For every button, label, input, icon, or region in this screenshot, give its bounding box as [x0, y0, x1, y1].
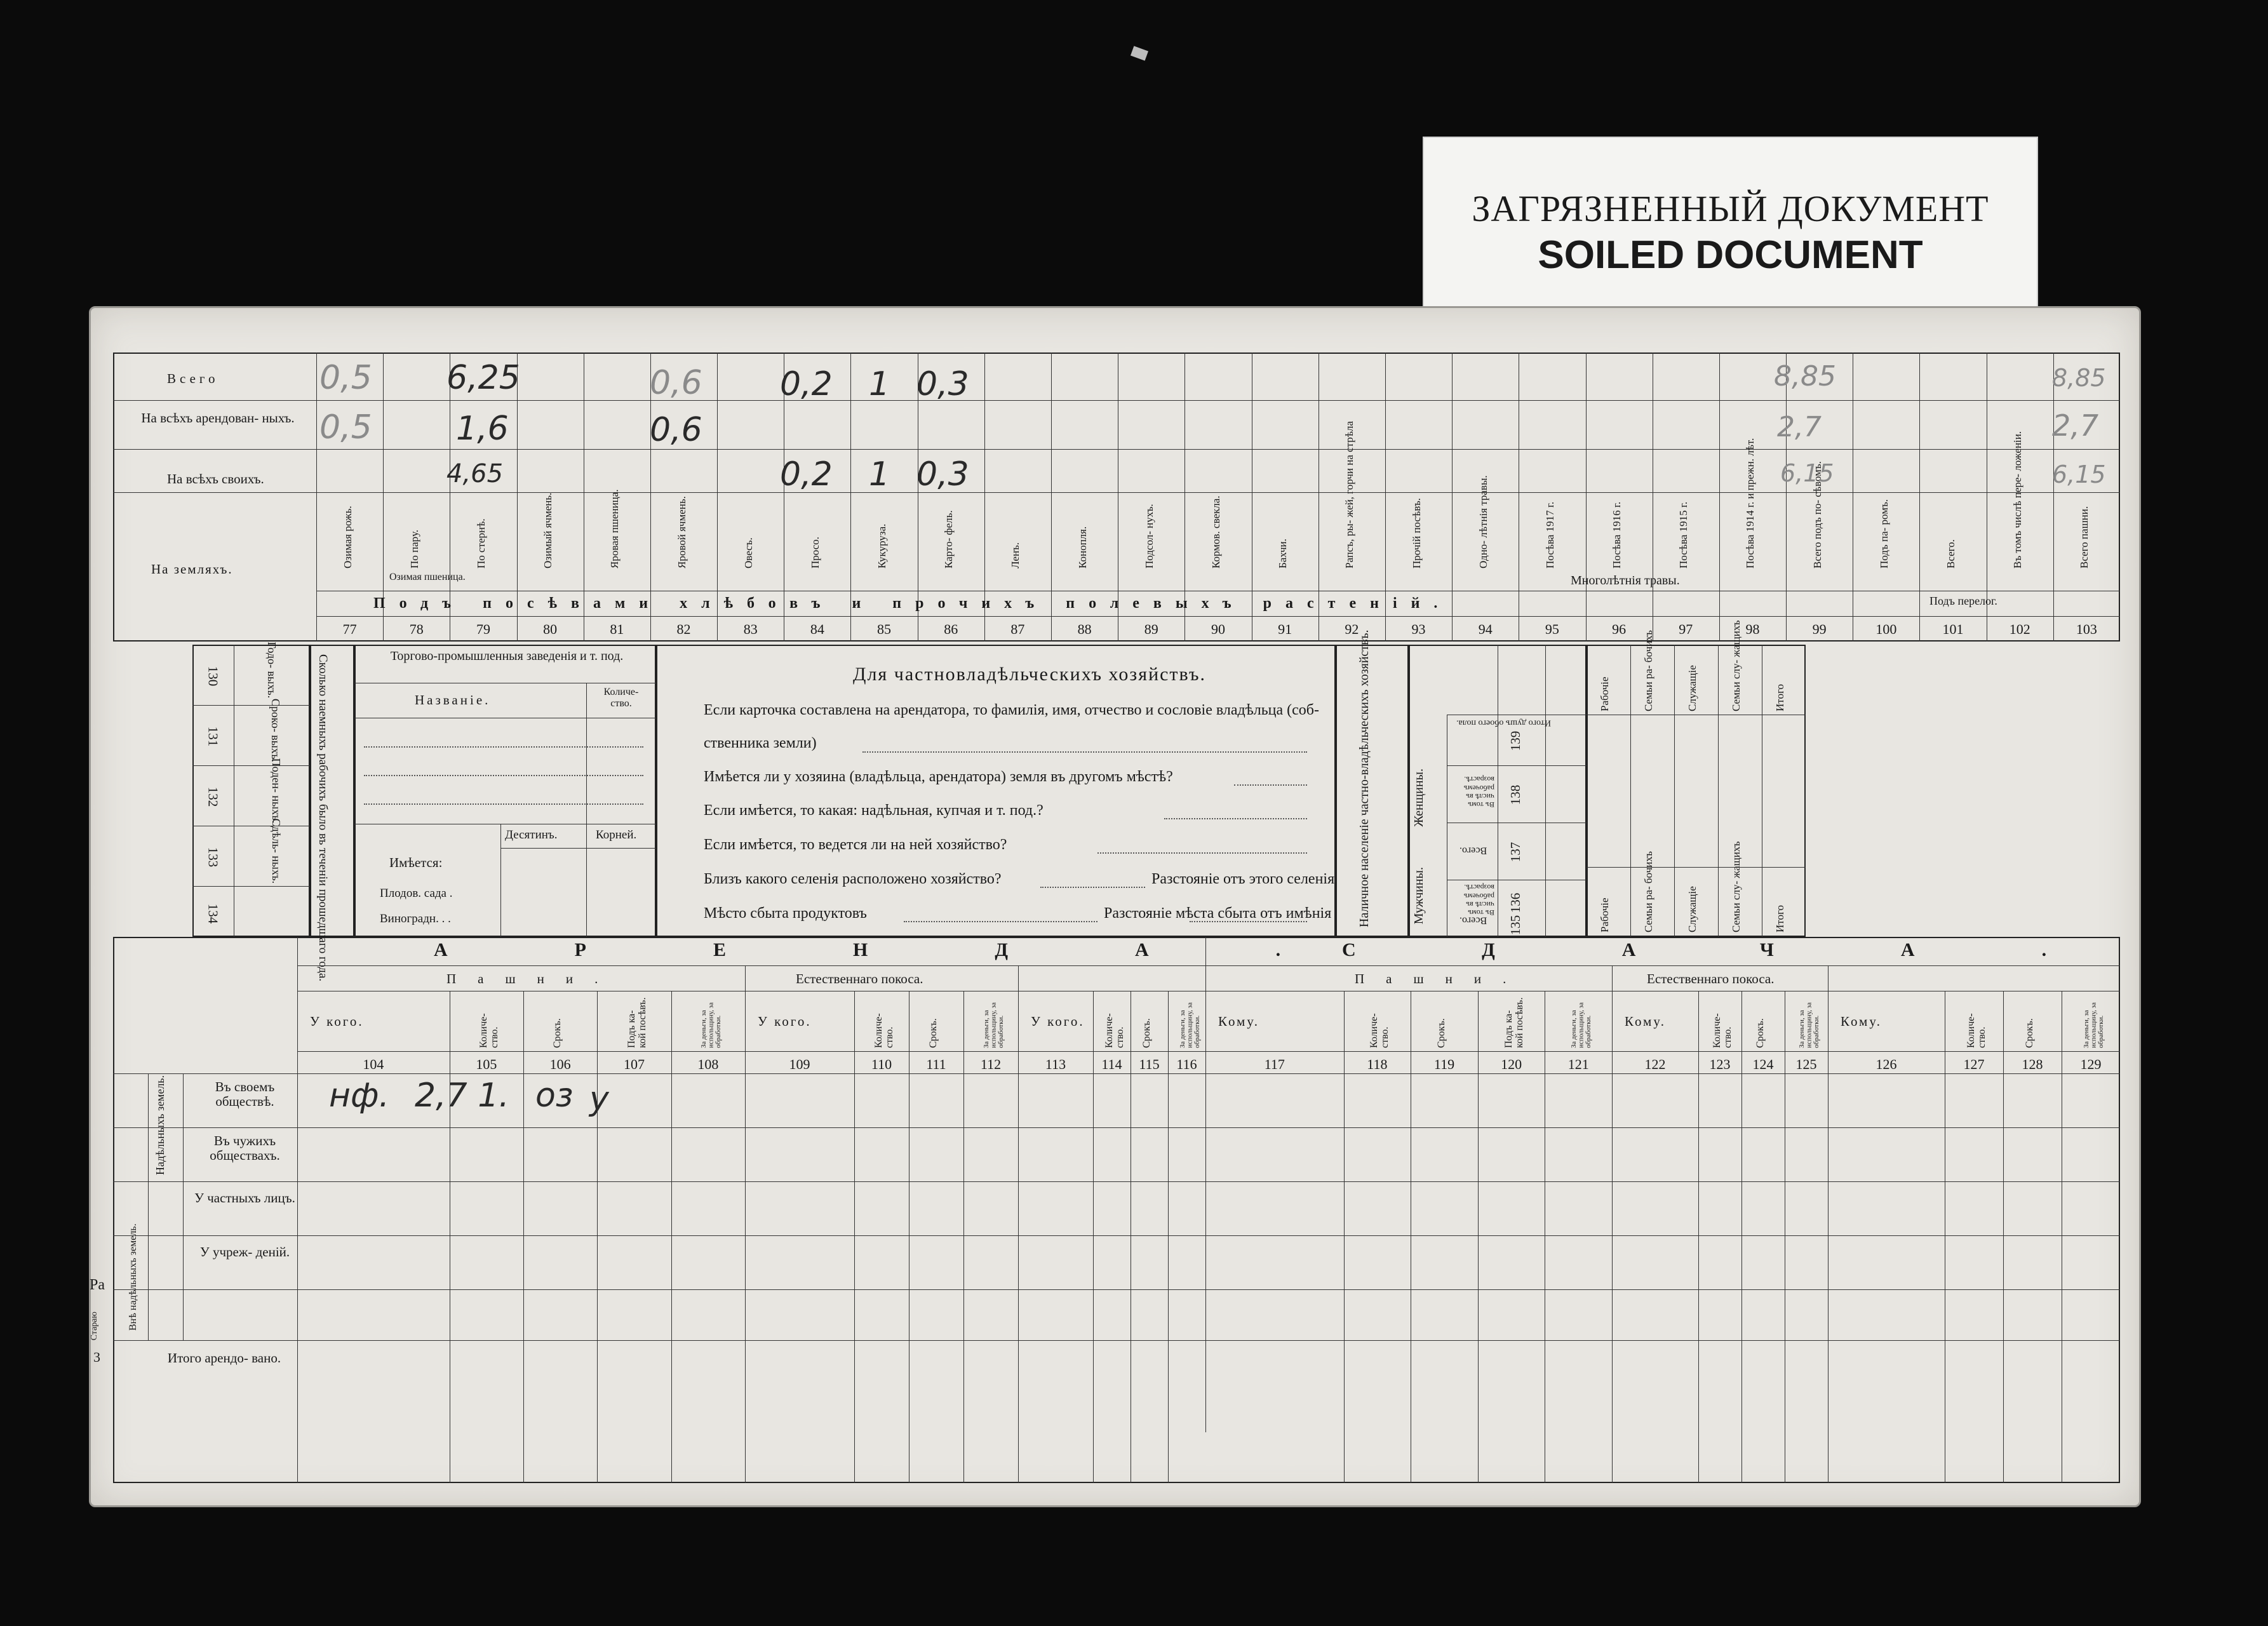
- num-130: 130: [205, 666, 221, 687]
- lease-col-number: 108: [697, 1056, 719, 1072]
- lease-col-number: 114: [1101, 1056, 1122, 1072]
- hired-question: Сколько наемныхъ рабочихъ было въ теченiи прошедшаго года.: [316, 654, 330, 982]
- staff-col-top: Служащiе: [1686, 665, 1698, 711]
- crop-col-label: Просо.: [809, 537, 821, 568]
- staff-col-top: Семьи слу- жащихъ: [1730, 620, 1742, 711]
- lease-col-label: У кого.: [758, 1014, 812, 1029]
- q1b: ственника земли): [704, 735, 817, 751]
- women-label: Женщины.: [1412, 769, 1426, 827]
- hand-vsego-99: 8,85: [1774, 360, 1836, 393]
- crop-col-number: 86: [944, 621, 958, 637]
- crop-col-label: Въ томъ числѣ пере- ложенiи.: [2011, 431, 2024, 568]
- crop-col-label: Рапсъ, ры- жей, горчи на стрѣла: [1343, 420, 1356, 568]
- lease-col-number: 129: [2080, 1056, 2102, 1072]
- q2: Имѣется ли у хозяина (владѣльца, арендатора) земля въ другомъ мѣстѣ?: [704, 769, 1173, 785]
- lease-subgroup-label: Пашни.: [1355, 971, 1528, 986]
- crop-col-label: Кукуруза.: [876, 523, 889, 568]
- crop-col-number: 91: [1278, 621, 1292, 637]
- crop-col-number: 89: [1144, 621, 1158, 637]
- staff-col-bottom: Итого: [1774, 904, 1786, 932]
- crop-col-number: 85: [877, 621, 892, 637]
- lease-col-label: Количе- ство.: [1103, 1013, 1125, 1048]
- margin-stareyu: Стараю: [90, 1312, 99, 1341]
- hand-arend-77: 0,5: [319, 408, 372, 447]
- lease-col-number: 127: [1963, 1056, 1985, 1072]
- lease-subgroup-label: Естественнаго покоса.: [1647, 971, 1775, 986]
- vinograd-label: Виноградн. . .: [380, 912, 451, 925]
- lease-subgroup-label: Естественнаго покоса.: [796, 971, 923, 986]
- crop-col-number: 79: [476, 621, 490, 637]
- lease-col-label: Кому.: [1218, 1014, 1259, 1029]
- num-134: 134: [205, 903, 221, 924]
- crop-col-label: По пару.: [408, 530, 420, 568]
- lease-col-number: 110: [871, 1056, 892, 1072]
- lease-col-label: У кого.: [1031, 1014, 1085, 1029]
- num-137: 137: [1508, 842, 1524, 863]
- crop-col-number: 77: [342, 621, 357, 637]
- crop-col-label: Всего.: [1945, 539, 1957, 568]
- hand-arend-79: 1,6: [456, 410, 509, 448]
- crop-col-number: 101: [1942, 621, 1964, 637]
- lease-col-number: 104: [363, 1056, 384, 1072]
- row-label-svoih: На всѣхъ своихъ.: [167, 471, 264, 487]
- row-uchrezhd: У учреж- денiй.: [199, 1244, 290, 1260]
- crop-col-label: Конопля.: [1076, 526, 1089, 568]
- hand-vsego-82: 0,6: [650, 364, 702, 402]
- row-itogo: Итого арендо- вано.: [167, 1350, 281, 1366]
- crop-col-label: Озимый ячмень.: [542, 492, 554, 568]
- staff-col-top: Итого: [1774, 683, 1786, 711]
- crop-col-label: Всего пашни.: [2078, 506, 2091, 568]
- lease-col-number: 115: [1139, 1056, 1160, 1072]
- lease-col-label: Количе- ство.: [1712, 1013, 1733, 1048]
- lease-col-number: 105: [476, 1056, 497, 1072]
- census-card: [89, 306, 2174, 1507]
- label-podennyh: Поден- ныхъ.: [270, 758, 283, 824]
- lease-subgroup-label: Пашни.: [446, 971, 620, 986]
- lease-col-label: Количе- ство.: [1966, 1013, 1987, 1048]
- crop-col-label: Посѣва 1915 г.: [1677, 501, 1690, 568]
- crop-col-label: Посѣва 1917 г.: [1543, 501, 1556, 568]
- lease-col-number: 128: [2022, 1056, 2043, 1072]
- staff-col-bottom: Семьи ра- бочихъ: [1642, 851, 1654, 932]
- crop-col-number: 82: [676, 621, 691, 637]
- men-vsego: Всего.: [1459, 915, 1487, 926]
- hand-vsego-86: 0,3: [916, 365, 969, 403]
- crop-col-number: 92: [1345, 621, 1359, 637]
- crop-col-number: 88: [1077, 621, 1092, 637]
- hand-arend-82: 0,6: [650, 411, 702, 449]
- row-chuzhih: Въ чужихъ обществахъ.: [210, 1133, 280, 1164]
- has-label: Имѣется:: [389, 855, 443, 870]
- crop-col-number: 100: [1875, 621, 1897, 637]
- num-135: 135: [1508, 915, 1524, 936]
- row-label-arend: На всѣхъ арендован- ныхъ.: [141, 410, 295, 426]
- men-label: Мужчины.: [1412, 867, 1426, 925]
- perelog-label: Подъ перелог.: [1929, 595, 1997, 607]
- crop-col-label: Яровая пшеница.: [608, 489, 621, 568]
- arenda-label: АРЕНДА.: [434, 939, 1408, 960]
- lease-col-label: Срокъ.: [1755, 1018, 1766, 1048]
- lease-col-number: 124: [1752, 1056, 1774, 1072]
- lease-col-label: Подъ ка- кой посѣвъ.: [1503, 997, 1525, 1048]
- row-chastnyh: У частныхъ лицъ.: [194, 1190, 295, 1206]
- lease-col-number: 122: [1644, 1056, 1666, 1072]
- staff-col-top: Рабочiе: [1599, 676, 1611, 711]
- crop-col-number: 98: [1745, 621, 1760, 637]
- lease-col-number: 123: [1709, 1056, 1731, 1072]
- sdacha-label: СДАЧА.: [1342, 939, 2174, 960]
- q1a: Если карточка составлена на арендатора, то фамилiя, имя, отчество и сословiе владѣльца (соб-: [704, 702, 1320, 718]
- lease-col-label: Кому.: [1625, 1014, 1666, 1029]
- hand-svoih-85: 1: [869, 455, 890, 494]
- lease-col-label: За деньги, за испольщину, за обработки.: [1798, 1002, 1821, 1048]
- lease-col-number: 126: [1875, 1056, 1897, 1072]
- crop-col-label: Подъ па- ромъ.: [1877, 499, 1890, 568]
- desyatin-header: Десятинъ.: [505, 828, 558, 842]
- crop-col-number: 94: [1478, 621, 1493, 637]
- lease-col-label: У кого.: [310, 1014, 364, 1029]
- women-vtom: Въ томъ числѣ въ рабочемъ возрастѣ.: [1463, 775, 1494, 809]
- lease-col-label: За деньги, за испольщину, за обработки.: [699, 1002, 722, 1048]
- crop-col-label: Карто- фель.: [943, 510, 955, 568]
- lease-col-label: Срокъ.: [1436, 1018, 1447, 1048]
- population-label: Наличное населенiе частно-владѣльческихъ хозяйствъ.: [1357, 629, 1371, 927]
- num-132: 132: [205, 786, 221, 807]
- mnogolet-label: Многолѣтнiя травы.: [1571, 574, 1680, 588]
- staff-col-bottom: Семьи слу- жащихъ: [1730, 841, 1742, 932]
- crop-col-label: Посѣва 1914 г. и прежн. лѣт.: [1744, 438, 1757, 568]
- hand-svoih-86: 0,3: [916, 455, 969, 494]
- q5b: Разстоянiе отъ этого селенiя: [1151, 871, 1335, 887]
- private-farms-block: [656, 645, 1336, 937]
- lease-col-number: 118: [1367, 1056, 1388, 1072]
- row-label-vsego: Всего: [167, 371, 219, 386]
- hand-vsego-77: 0,5: [319, 359, 372, 397]
- lease-col-label: Количе- ство.: [478, 1013, 500, 1048]
- lease-col-number: 113: [1045, 1056, 1066, 1072]
- lease-col-label: Количе- ство.: [1369, 1013, 1391, 1048]
- hand-svoih-99: 6,15: [1780, 459, 1834, 487]
- group-nadel: Надѣльныхъ земель.: [154, 1075, 166, 1175]
- lease-col-number: 119: [1433, 1056, 1455, 1072]
- women-vsego: Всего.: [1459, 845, 1487, 856]
- hand-vsego-79: 6,25: [446, 359, 520, 397]
- crop-col-label: Озимая рожь.: [341, 506, 354, 568]
- lease-col-number: 120: [1501, 1056, 1522, 1072]
- stamp-text-ru: ЗАГРЯЗНЕННЫЙ ДОКУМЕНТ: [1472, 188, 1989, 229]
- crop-col-number: 99: [1812, 621, 1827, 637]
- hand-svoih-84: 0,2: [780, 455, 833, 494]
- crop-col-label: Овесъ.: [742, 537, 755, 568]
- num-139: 139: [1508, 730, 1524, 751]
- crop-col-number: 83: [743, 621, 758, 637]
- paper-scrap: [1131, 46, 1148, 60]
- hand-svoih-79: 4,65: [446, 459, 504, 488]
- crop-col-label: Кормов. свекла.: [1210, 495, 1222, 568]
- crop-col-number: 90: [1211, 621, 1225, 637]
- itogo-dush: Итого душъ обоего пола.: [1456, 718, 1551, 728]
- hand-vsego-84: 0,2: [780, 365, 833, 403]
- crop-col-number: 102: [2009, 621, 2030, 637]
- lease-col-label: Срокъ.: [928, 1018, 939, 1048]
- q6: Мѣсто сбыта продуктовъ: [704, 905, 867, 922]
- lease-col-label: За деньги, за испольщину, за обработки.: [2083, 1002, 2105, 1048]
- crop-col-number: 96: [1612, 621, 1627, 637]
- private-title: Для частновладѣльческихъ хозяйствъ.: [853, 664, 1206, 685]
- q4: Если имѣется, то ведется ли на ней хозяйство?: [704, 837, 1007, 853]
- row-svoem: Въ своемъ обществѣ.: [215, 1079, 275, 1110]
- lease-col-number: 107: [624, 1056, 645, 1072]
- soiled-document-stamp: [1423, 137, 2038, 311]
- staff-col-bottom: Рабочiе: [1599, 897, 1611, 932]
- lease-col-number: 106: [549, 1056, 571, 1072]
- lease-col-number: 117: [1264, 1056, 1285, 1072]
- staff-col-top: Семьи ра- бочихъ: [1642, 630, 1654, 711]
- korney-header: Корней.: [596, 828, 637, 842]
- crop-col-number: 84: [810, 621, 824, 637]
- crop-col-number: 78: [409, 621, 424, 637]
- staff-col-bottom: Служащiе: [1686, 886, 1698, 932]
- stamp-text-en: SOILED DOCUMENT: [1538, 233, 1923, 277]
- hand-arend-99: 2,7: [1777, 411, 1822, 443]
- lease-col-number: 111: [926, 1056, 946, 1072]
- hand-arend-103: 2,7: [2052, 408, 2099, 443]
- num-133: 133: [205, 847, 221, 868]
- crop-col-number: 93: [1411, 621, 1426, 637]
- banner-label: Подъ посѣвами хлѣбовъ и прочихъ полевыхъ растенiй.: [373, 595, 1452, 612]
- crop-col-label: Прочiй посѣвъ.: [1410, 498, 1423, 568]
- hand-lease-za: у: [589, 1080, 609, 1118]
- hand-lease-pod: оз: [535, 1077, 574, 1115]
- crop-col-label: По стернѣ.: [474, 518, 487, 568]
- lease-col-number: 112: [980, 1056, 1002, 1072]
- lease-col-number: 121: [1567, 1056, 1589, 1072]
- margin-ra: Ра: [90, 1277, 105, 1293]
- crop-col-label: Посѣва 1916 г.: [1611, 501, 1623, 568]
- label-godovyh: Годо- выхъ.: [265, 642, 279, 699]
- ozimaya-pshenica-label: Озимая пшеница.: [389, 572, 466, 582]
- crop-col-number: 81: [610, 621, 624, 637]
- trade-title: Торгово-промышленныя заведенiя и т. под.: [390, 649, 624, 663]
- hand-vsego-103: 8,85: [2052, 364, 2106, 392]
- lease-col-label: За деньги, за испольщину, за обработки.: [983, 1002, 1005, 1048]
- num-136: 136: [1508, 892, 1524, 913]
- crop-col-number: 95: [1545, 621, 1559, 637]
- lease-col-label: Срокъ.: [2024, 1018, 2035, 1048]
- trade-name-header: Названiе.: [415, 692, 491, 708]
- row-label-na-zemlyah: На земляхъ.: [151, 561, 233, 577]
- crop-col-number: 80: [543, 621, 558, 637]
- lease-col-label: Срокъ.: [552, 1018, 563, 1048]
- lease-col-number: 125: [1795, 1056, 1817, 1072]
- lease-col-label: За деньги, за испольщину, за обработки.: [1570, 1002, 1593, 1048]
- men-vtom: Въ томъ числѣ въ рабочемъ возрастѣ.: [1463, 883, 1494, 917]
- label-srokovyh: Сроко- выхъ.: [269, 698, 282, 762]
- lease-col-label: Срокъ.: [1141, 1018, 1152, 1048]
- crop-col-label: Бахчи.: [1277, 539, 1289, 568]
- crop-col-number: 97: [1679, 621, 1693, 637]
- lease-col-label: Кому.: [1841, 1014, 1882, 1029]
- lease-col-label: Количе- ство.: [873, 1013, 895, 1048]
- num-138: 138: [1508, 784, 1524, 805]
- crop-col-label: Подсол- нухъ.: [1143, 504, 1155, 568]
- label-sdelnyh: Сдѣль- ныхъ.: [270, 818, 283, 884]
- trade-count-header: Количе- ство.: [603, 687, 639, 709]
- lease-col-number: 109: [789, 1056, 810, 1072]
- crop-col-label: Яровой ячмень.: [675, 496, 688, 568]
- plody-label: Плодов. сада .: [380, 887, 453, 900]
- hand-lease-kogo: нф.: [329, 1077, 389, 1115]
- crop-col-label: Ленъ.: [1009, 542, 1022, 568]
- crop-col-label: Одно- лѣтнiя травы.: [1477, 475, 1489, 568]
- hand-lease-kolich: 2,7 1.: [415, 1077, 509, 1115]
- num-131: 131: [205, 726, 221, 747]
- lease-col-number: 116: [1176, 1056, 1197, 1072]
- group-vne-nadel: Внѣ надѣльныхъ земель.: [128, 1223, 138, 1331]
- margin-3: 3: [93, 1349, 100, 1365]
- q3: Если имѣется, то какая: надѣльная, купчая и т. под.?: [704, 802, 1043, 819]
- crop-col-number: 103: [2076, 621, 2097, 637]
- lease-col-label: Подъ ка- кой посѣвъ.: [626, 997, 648, 1048]
- crop-col-label: Всего подъ по- сѣвомъ.: [1811, 461, 1823, 568]
- hand-vsego-85: 1: [869, 365, 890, 403]
- lease-col-label: За деньги, за испольщину, за обработки.: [1178, 1002, 1201, 1048]
- hand-svoih-103: 6,15: [2052, 460, 2106, 488]
- crop-col-number: 87: [1010, 621, 1025, 637]
- q6b: Разстоянiе мѣста сбыта отъ имѣнiя: [1104, 905, 1332, 922]
- q5: Близъ какого селенiя расположено хозяйство?: [704, 871, 1002, 887]
